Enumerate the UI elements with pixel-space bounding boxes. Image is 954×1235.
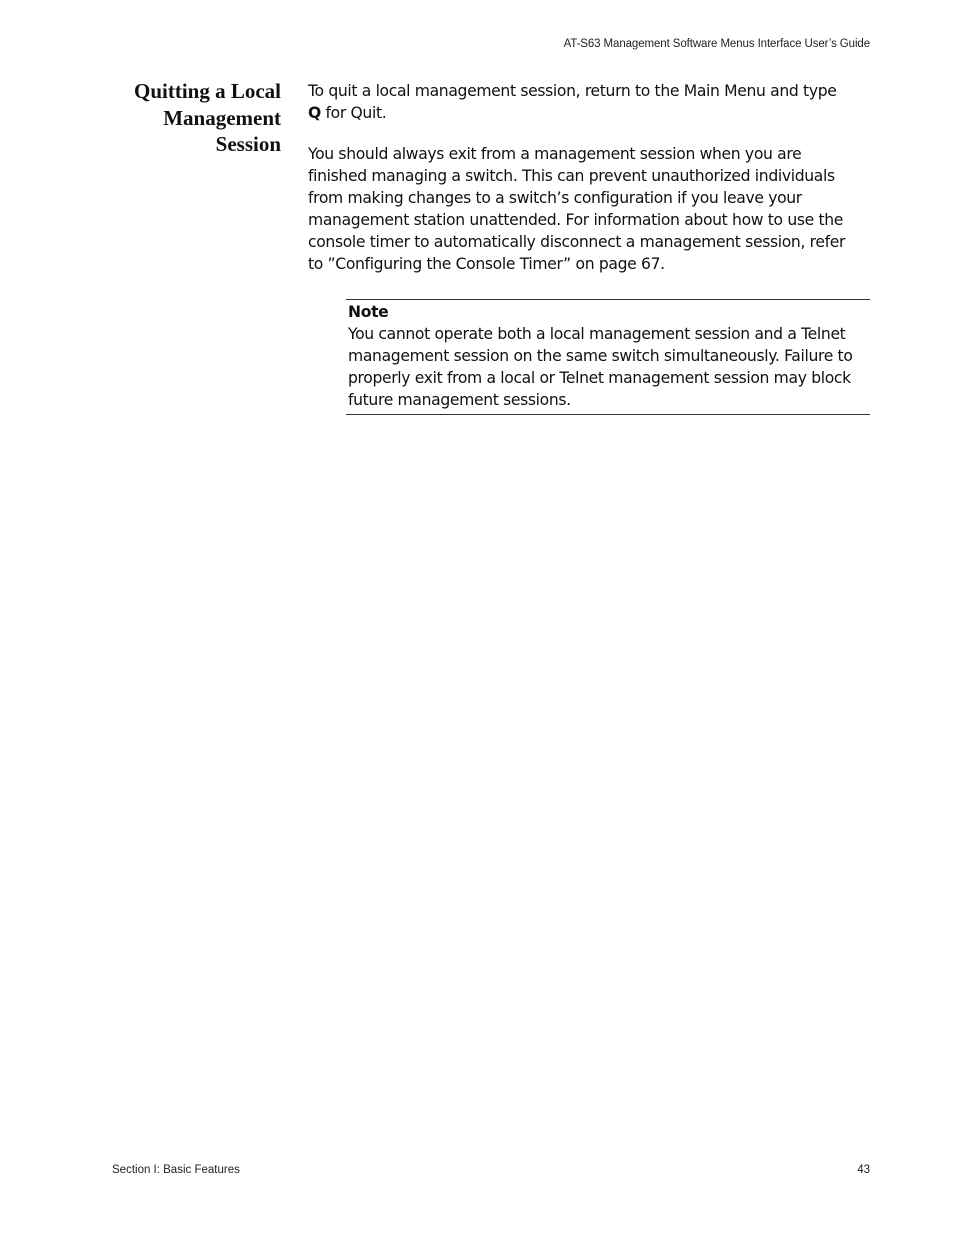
paragraph-line: finished managing a switch. This can prevent unauthorized individuals: [308, 167, 835, 185]
paragraph-line: management station unattended. For information about how to use the: [308, 211, 844, 229]
paragraph-quit-instructions: [308, 80, 874, 124]
note-line: You cannot operate both a local management session and a Telnet: [348, 325, 846, 343]
note-box: [346, 299, 870, 415]
section-heading-line: Management: [163, 105, 281, 130]
note-line: properly exit from a local or Telnet management session may block: [348, 369, 851, 387]
section-heading-line: Session: [215, 132, 281, 156]
paragraph-line-rest: for Quit.: [320, 104, 387, 122]
footer-section-label: Section I: Basic Features: [112, 1164, 240, 1176]
body-text: [308, 80, 874, 275]
paragraph-line: console timer to automatically disconnect a management session, refer: [308, 233, 846, 251]
paragraph-line: [308, 102, 874, 124]
footer-page-number: 43: [857, 1164, 870, 1176]
section-heading: [80, 78, 281, 158]
paragraph-line: To quit a local management session, return to the Main Menu and type: [308, 82, 837, 100]
note-title: Note: [348, 303, 389, 321]
paragraph-line: to ”Configuring the Console Timer” on page 67.: [308, 255, 665, 273]
paragraph-line: from making changes to a switch’s configuration if you leave your: [308, 189, 802, 207]
running-header: AT-S63 Management Software Menus Interface User’s Guide: [563, 38, 870, 50]
paragraph-line: You should always exit from a management session when you are: [308, 145, 802, 163]
section-heading-line: Quitting a Local: [133, 79, 281, 103]
note-line: future management sessions.: [348, 391, 571, 409]
quit-key: Q: [308, 104, 321, 122]
paragraph-exit-advice: [308, 143, 874, 275]
note-body: [348, 323, 870, 411]
note-line: management session on the same switch simultaneously. Failure to: [348, 347, 853, 365]
